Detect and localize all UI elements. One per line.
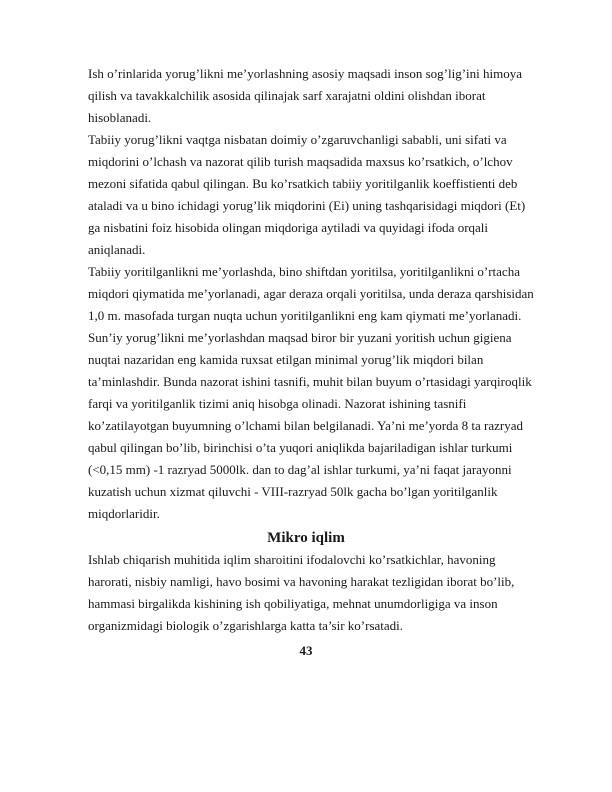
text-line: aniqlanadi. [88, 242, 146, 257]
text-line: hammasi birgalikda kishining ish qobiliyatiga, mehnat unumdorligiga va inson [88, 596, 498, 611]
text-line: miqdorlaridir. [88, 506, 160, 521]
text-line: 1,0 m. masofada turgan nuqta uchun yoritilganlikni eng kam qiymati me’yorlanadi. [88, 308, 522, 323]
text-line: kuzatish uchun xizmat qiluvchi - VIII-razryad 50lk gacha bo’lgan yoritilganlik [88, 484, 498, 499]
text-line: farqi va yoritilganlik tizimi aniq hisobga olinadi. Nazorat ishining tasnifi [88, 396, 467, 411]
text-line: hisoblanadi. [88, 110, 152, 125]
page-number: 43 [299, 643, 313, 658]
text-line: Tabiiy yorug’likni vaqtga nisbatan doimiy o’zgaruvchanligi sababli, uni sifati va [88, 132, 507, 147]
text-line: Ish o’rinlarida yorug’likni me’yorlashning asosiy maqsadi inson sog’lig’ini himoya [88, 66, 522, 81]
text-line: miqdori qiymatida me’yorlanadi, agar deraza orqali yoritilsa, unda deraza qarshisidan [88, 286, 534, 301]
text-line: nuqtai nazaridan eng kamida ruxsat etilgan minimal yorug’lik miqdori bilan [88, 352, 484, 367]
text-line: miqdorini o’lchash va nazorat qilib turish maqsadida maxsus ko’rsatkich, o’lchov [88, 154, 513, 169]
text-line: Sun’iy yorug’likni me’yorlashdan maqsad biror bir yuzani yoritish uchun gigiena [88, 330, 512, 345]
text-line: qilish va tavakkalchilik asosida qilinajak sarf xarajatni oldini olishdan iborat [88, 88, 486, 103]
text-line: Ishlab chiqarish muhitida iqlim sharoitini ifodalovchi ko’rsatkichlar, havoning [88, 552, 496, 567]
text-line: ataladi va u bino ichidagi yorug’lik miqdorini (Ei) uning tashqarisidagi miqdori (Et) [88, 198, 526, 213]
text-line: organizmidagi biologik o’zgarishlarga katta ta’sir ko’rsatadi. [88, 618, 404, 633]
text-line: qabul qilingan bo’lib, birinchisi o’ta yuqori aniqlikda bajariladigan ishlar turkumi [88, 440, 513, 455]
text-line: ta’minlashdir. Bunda nazorat ishini tasnifi, muhit bilan buyum o’rtasidagi yarqiroqlik [88, 374, 532, 389]
text-line: ko’zatilayotgan buyumning o’lchami bilan belgilanadi. Ya’ni me’yorda 8 ta razryad [88, 418, 524, 433]
text-line: ga nisbatini foiz hisobida olingan miqdoriga aytiladi va quyidagi ifoda orqali [88, 220, 489, 235]
text-line: (<0,15 mm) -1 razryad 5000lk. dan to dag’al ishlar turkumi, ya’ni faqat jarayonni [88, 462, 512, 477]
text-line: Tabiiy yoritilganlikni me’yorlashda, bino shiftdan yoritilsa, yoritilganlikni o’rtacha [88, 264, 520, 279]
text-line: harorati, nisbiy namligi, havo bosimi va havoning harakat tezligidan iborat bo’lib, [88, 574, 515, 589]
text-line: mezoni sifatida qabul qilingan. Bu ko’rsatkich tabiiy yoritilganlik koeffistienti deb [88, 176, 518, 191]
section-heading: Mikro iqlim [267, 530, 345, 546]
